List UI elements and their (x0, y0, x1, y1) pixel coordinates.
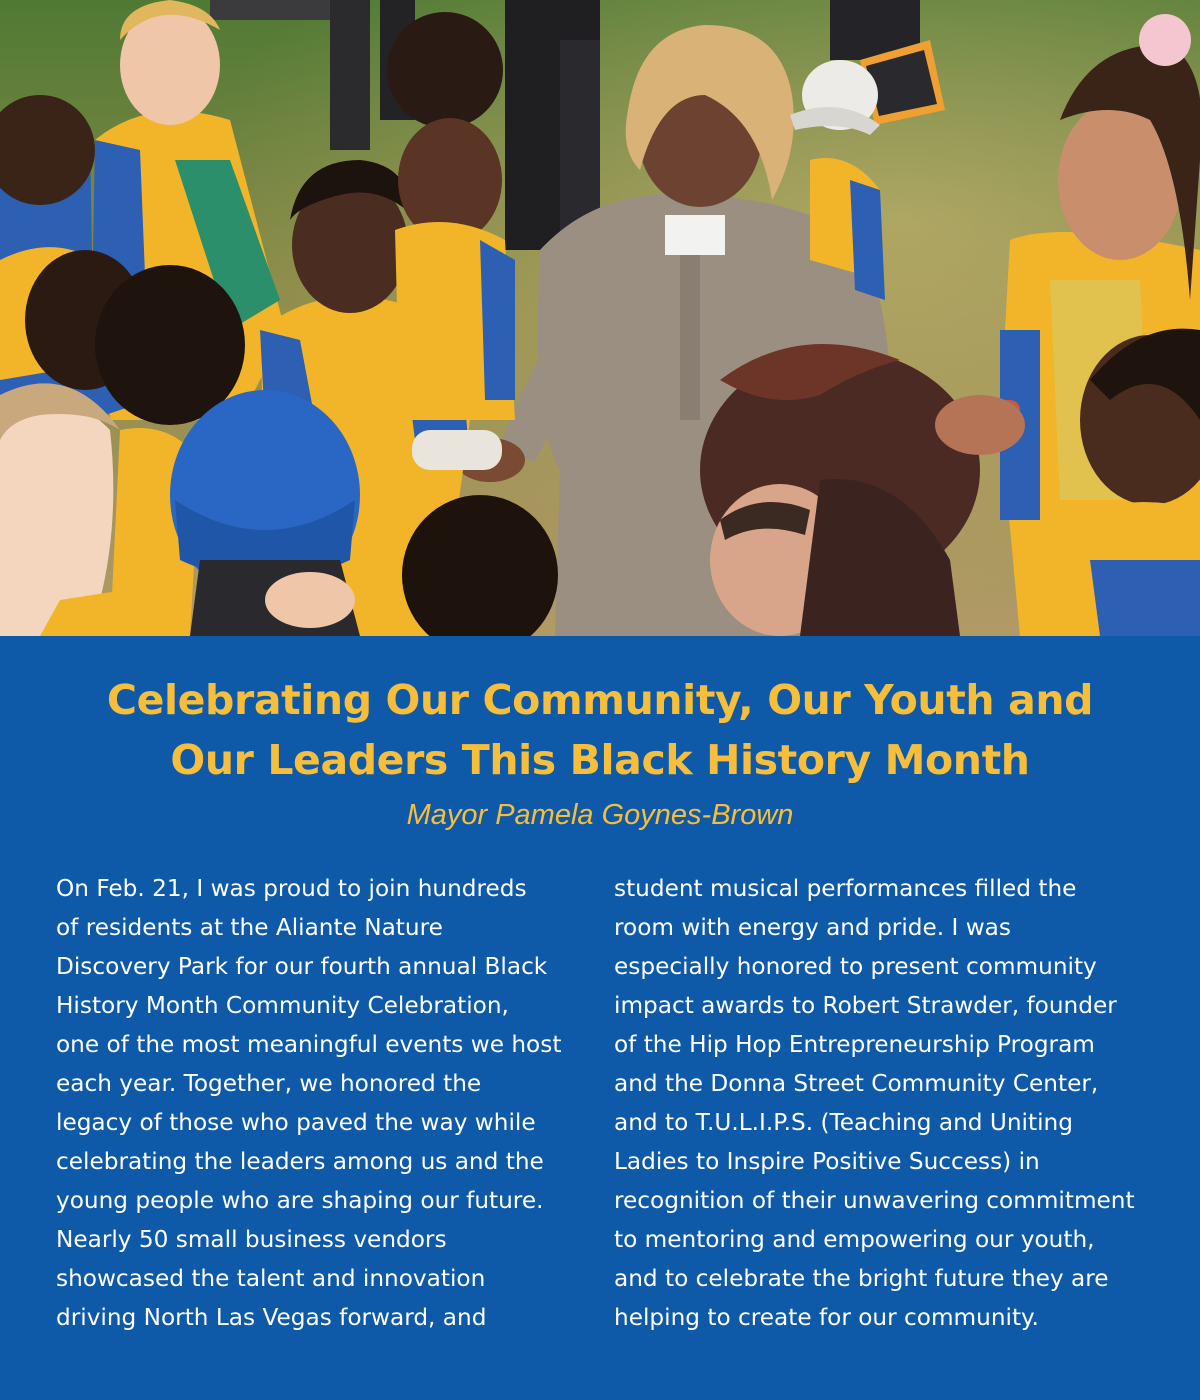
body-line: one of the most meaningful events we host (56, 1031, 562, 1058)
body-line: room with energy and pride. I was (614, 914, 1011, 941)
body-line: each year. Together, we honored the (56, 1070, 482, 1097)
body-line: celebrating the leaders among us and the (56, 1148, 544, 1175)
body-line: student musical performances filled the (614, 875, 1077, 902)
body-line: of residents at the Aliante Nature (56, 914, 443, 941)
body-column-right (614, 869, 1144, 1337)
headline-line-1: Celebrating Our Community, Our Youth and (106, 676, 1094, 724)
body-line: and to celebrate the bright future they are (614, 1265, 1109, 1292)
body-line: showcased the talent and innovation (56, 1265, 486, 1292)
body-line: legacy of those who paved the way while (56, 1109, 536, 1136)
body-line: and to T.U.L.I.P.S. (Teaching and Uniting (614, 1109, 1073, 1136)
article-byline: Mayor Pamela Goynes-Brown (406, 799, 794, 831)
body-line: driving North Las Vegas forward, and (56, 1304, 487, 1331)
body-line: especially honored to present community (614, 953, 1097, 980)
body-column-left (56, 869, 586, 1337)
article-headline (0, 670, 1200, 790)
body-line: History Month Community Celebration, (56, 992, 509, 1019)
body-line: Ladies to Inspire Positive Success) in (614, 1148, 1040, 1175)
headline-line-2: Our Leaders This Black History Month (170, 736, 1030, 784)
article-panel (0, 636, 1200, 1400)
body-line: helping to create for our community. (614, 1304, 1039, 1331)
body-line: of the Hip Hop Entrepreneurship Program (614, 1031, 1095, 1058)
body-line: young people who are shaping our future. (56, 1187, 544, 1214)
event-photo (0, 0, 1200, 636)
body-line: On Feb. 21, I was proud to join hundreds (56, 875, 527, 902)
body-line: Nearly 50 small business vendors (56, 1226, 447, 1253)
body-line: Discovery Park for our fourth annual Black (56, 953, 548, 980)
body-line: impact awards to Robert Strawder, founder (614, 992, 1117, 1019)
body-line: to mentoring and empowering our youth, (614, 1226, 1095, 1253)
body-line: recognition of their unwavering commitment (614, 1187, 1135, 1214)
body-line: and the Donna Street Community Center, (614, 1070, 1099, 1097)
